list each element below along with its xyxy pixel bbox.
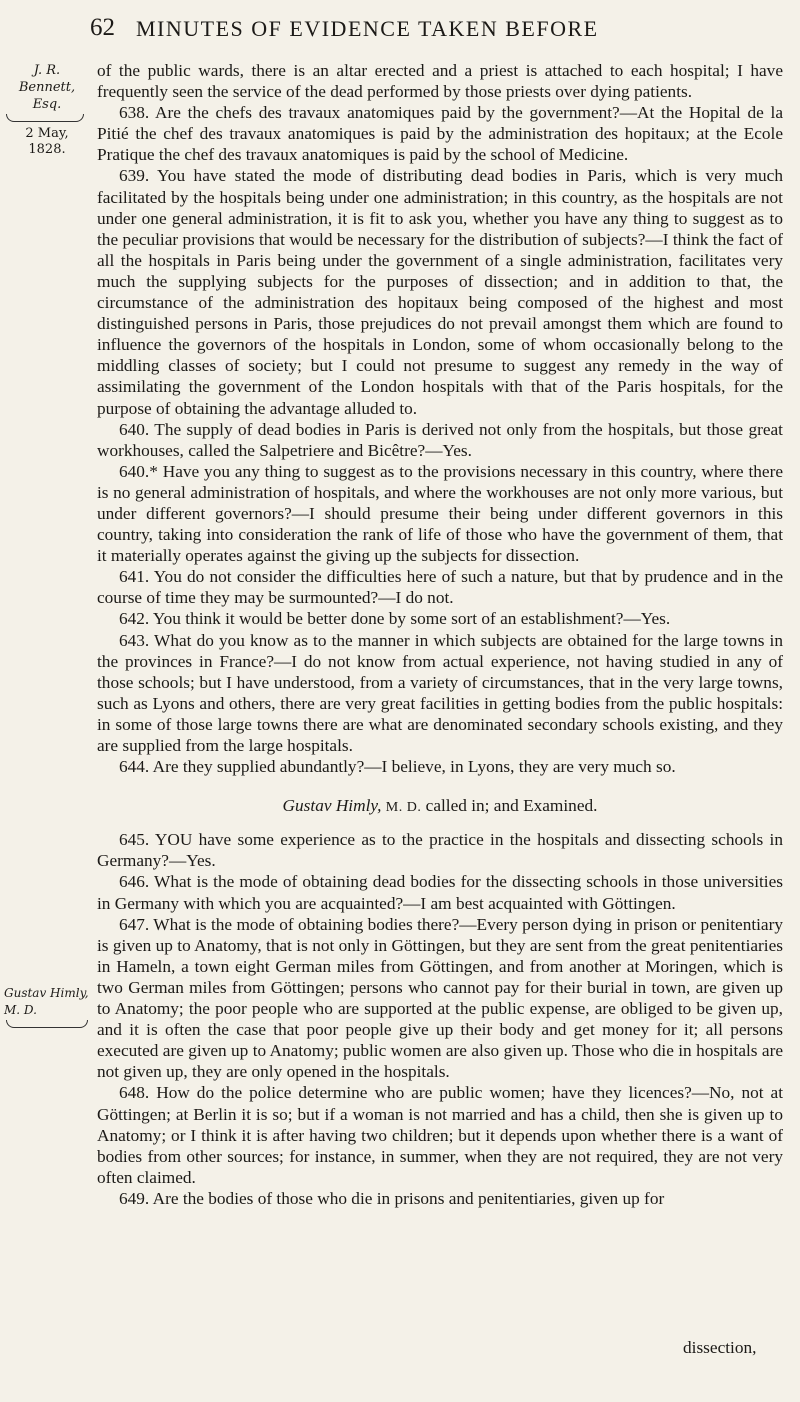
question-645: 645. YOU have some experience as to the practice in the hospitals and dissecting schools in Germany?—Yes. bbox=[97, 830, 783, 871]
question-640: 640. The supply of dead bodies in Paris is derived not only from the hospitals, but those great workhouses, called the Salpetriere and Bicêtre?—Yes. bbox=[97, 419, 783, 460]
question-648: 648. How do the police determine who are public women; have they licences?—No, not at Göttingen; at Berlin it is so; but if a woman is not married and has a child, then she is given up to Anatomy; or I think it is after having two children; but it depends upon whether there is a want of bodies from other sources; for instance, in summer, when they are not required, they are not very often claimed. bbox=[97, 1083, 783, 1187]
margin-witness-2-name: Gustav Himly, M. D. bbox=[4, 986, 89, 1017]
margin-brace bbox=[6, 114, 84, 122]
margin-date-year: 1828. bbox=[28, 142, 66, 157]
body-text bbox=[97, 60, 783, 1209]
question-640-star: 640.* Have you any thing to suggest as to the provisions necessary in this country, where there is no general administration of hospitals, and where the workhouses are not only more various, but under different governors?—I should presume their being under different governors in this country, taking into consideration the rank of life of those who have the government of them, that it materially operates against the giving up the subjects for dissection. bbox=[97, 461, 783, 566]
question-639: 639. You have stated the mode of distributing dead bodies in Paris, which is very much facilitated by the hospitals being under one administration; in this country, as the hospitals are not under one general administration, it is fit to ask you, whether you have any thing to suggest as to the peculiar provisions that would be necessary for the distribution of subjects?—I think the fact of all the hospitals in Paris being under the government of a single administration, facilitates very much the supplying subjects for the purposes of dissection; and in addition to that, the circumstance of the administration des hopitaux being composed of the highest and most distinguished persons in Paris, those prejudices do not prevail amongst them which are found to influence the governors of the hospitals in London, some of whom occasionally belong to the middling classes of society; but I could not presume to suggest any remedy in the way of assimilating the government of the London hospitals with that of the Paris hospitals, for the purpose of obtaining the advantage alluded to. bbox=[97, 166, 783, 418]
question-649: 649. Are the bodies of those who die in prisons and penitentiaries, given up for bbox=[119, 1188, 665, 1208]
question-642: 642. You think it would be better done by some sort of an establishment?—Yes. bbox=[119, 609, 671, 629]
running-head: MINUTES OF EVIDENCE TAKEN BEFORE bbox=[136, 16, 599, 41]
margin-note-witness-2 bbox=[4, 985, 90, 1032]
margin-date-day: 2 May, bbox=[25, 126, 69, 141]
question-644: 644. Are they supplied abundantly?—I believe, in Lyons, they are very much so. bbox=[119, 757, 676, 777]
page-header bbox=[0, 12, 800, 48]
section-heading bbox=[97, 795, 783, 818]
question-647: 647. What is the mode of obtaining bodies there?—Every person dying in prison or penitentiary is given up to Anatomy, that is not only in Göttingen, but they are sent from the great penitentiaries in Hameln, a town eight German miles from Göttingen, and from another at Moringen, which is two German miles from Göttingen; persons who cannot pay for their burial in town, are given up to Anatomy; the poor people who are supported at the public expense, are obliged to be given up, and it is often the case that poor people give up their body and get money for it; all persons executed are given up to Anatomy; public women are also given up. Those who die in hospitals are not given up, they are only opened in the hospitals. bbox=[97, 914, 783, 1082]
question-643: 643. What do you know as to the manner in which subjects are obtained for the large towns in the provinces in France?—I do not know from actual experience, not having studied in any of those schools; but I have understood, from a variety of circumstances, that in the very large towns, such as Lyons and others, there are very great facilities in getting bodies from the public hospitals: in some of those large towns there are what are denominated secondary schools existing, and they are supplied from the large hospitals. bbox=[97, 630, 783, 755]
margin-witness-name: J. R. Bennett, bbox=[18, 63, 76, 95]
question-638: 638. Are the chefs des travaux anatomiques paid by the government?—At the Hopital de la Pitié the chef des travaux anatomiques is paid by the administration des hopitaux; at the Ecole Pratique the chef des travaux anatomiques is paid by the school of Medicine. bbox=[97, 103, 783, 165]
section-heading-rest: called in; and Examined. bbox=[425, 796, 598, 816]
question-646: 646. What is the mode of obtaining dead bodies for the dissecting schools in those universities in Germany with which you are acquainted?—I am best acquainted with Göttingen. bbox=[97, 872, 783, 913]
margin-witness-title: Esq. bbox=[32, 97, 62, 112]
margin-brace-2 bbox=[6, 1020, 88, 1028]
catchword: dissection, bbox=[683, 1338, 757, 1357]
question-641: 641. You do not consider the difficulties here of such a nature, but that by prudence and in the course of time they may be surmounted?—I do not. bbox=[97, 567, 783, 608]
paragraph-continued: of the public wards, there is an altar erected and a priest is attached to each hospital; I have frequently seen the service of the dead performed by those priests over dying patients. bbox=[97, 61, 783, 102]
page-number: 62 bbox=[90, 14, 115, 41]
section-witness-name: Gustav Himly, bbox=[282, 796, 382, 816]
margin-note-witness-1 bbox=[4, 62, 90, 158]
section-witness-degree: M. D. bbox=[385, 800, 422, 816]
